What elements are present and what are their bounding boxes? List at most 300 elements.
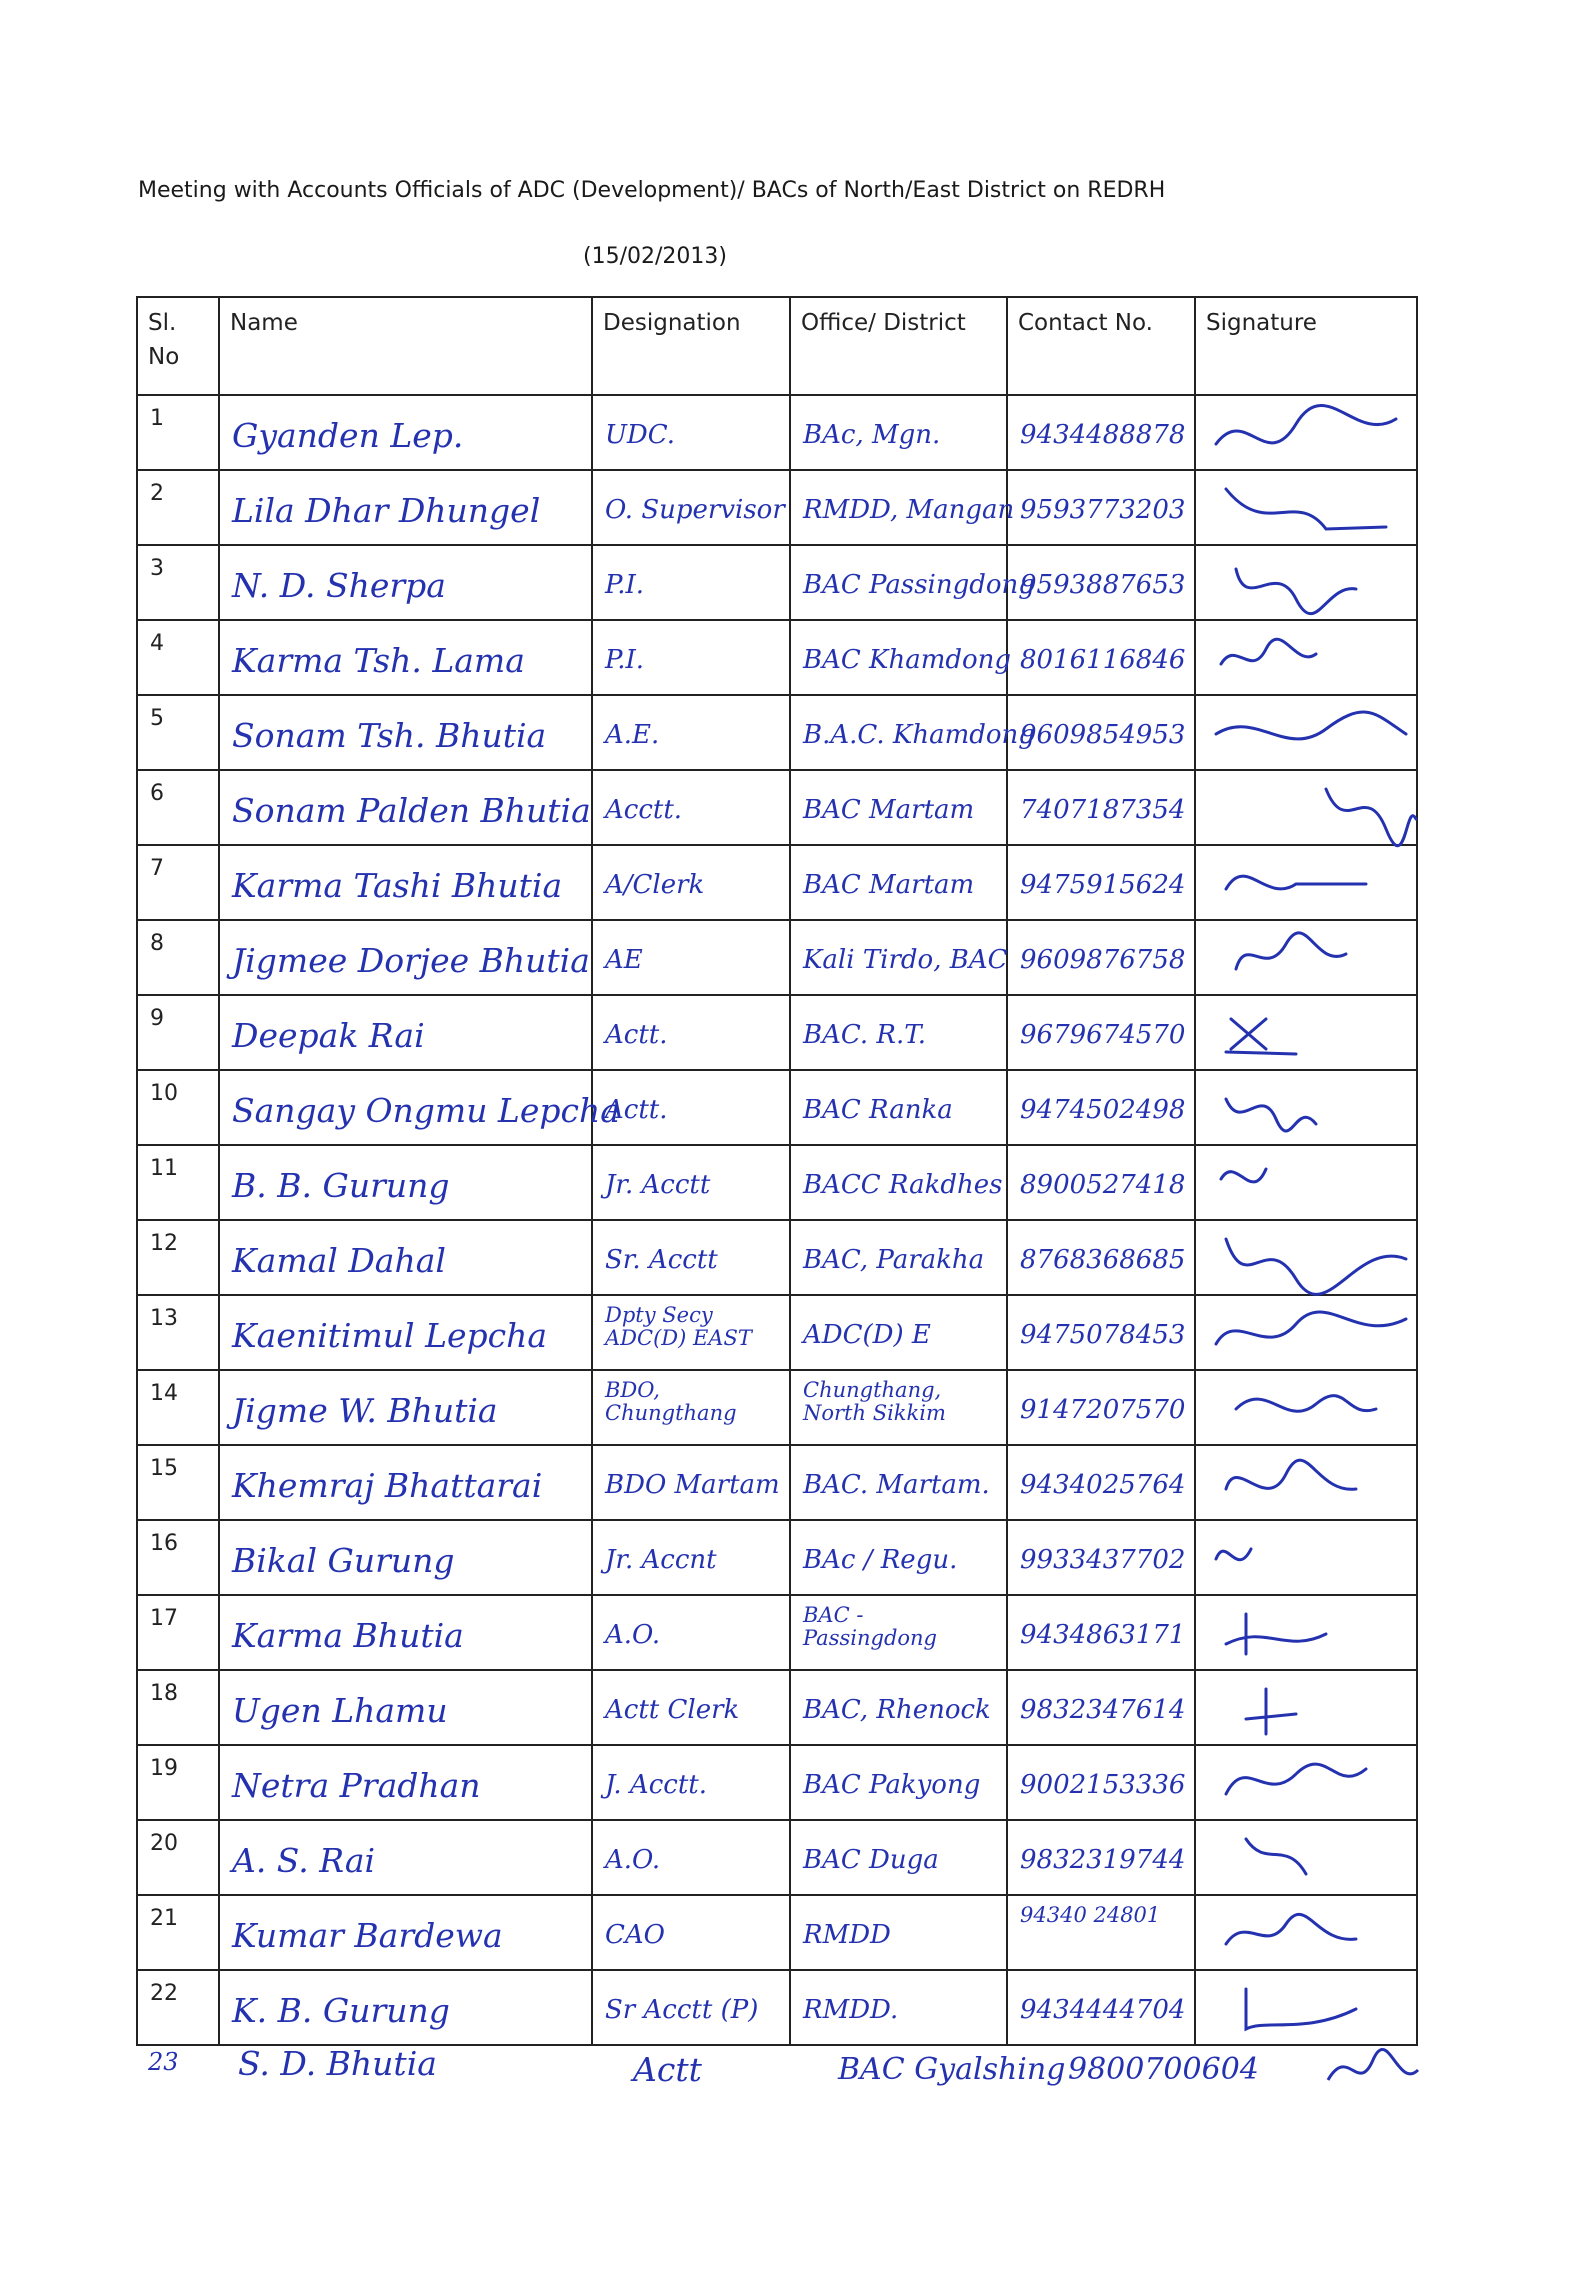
person-name: Jigme W. Bhutia: [232, 1391, 498, 1430]
cell-sl: [137, 1745, 219, 1820]
cell-office: [790, 845, 1007, 920]
table-row: [137, 1070, 1417, 1145]
cell-designation: [592, 395, 790, 470]
cell-contact: [1007, 845, 1195, 920]
cell-name: [219, 1820, 592, 1895]
cell-contact: [1007, 1070, 1195, 1145]
cell-office: [790, 620, 1012, 695]
signature-icon: [1206, 404, 1406, 462]
col-header-signature: Signature: [1195, 297, 1417, 395]
signature: [1196, 996, 1416, 1062]
page-title: Meeting with Accounts Officials of ADC (Development)/ BACs of North/East District on REDRH: [138, 178, 1166, 203]
table-row: [137, 1670, 1417, 1745]
contact-no: 9002153336: [1020, 1770, 1186, 1800]
person-name: Sonam Tsh. Bhutia: [232, 716, 547, 755]
cell-signature: [1195, 1220, 1417, 1295]
cell-signature: [1195, 695, 1417, 770]
signature: [1196, 1746, 1416, 1812]
cell-designation: [592, 1520, 790, 1595]
sl-no: 16: [150, 1531, 178, 1556]
cell-designation: [592, 1895, 790, 1970]
sl-no: 4: [150, 631, 164, 656]
cell-designation: [592, 920, 790, 995]
person-name: Karma Bhutia: [232, 1616, 464, 1655]
designation: Actt.: [605, 1020, 668, 1050]
signature: [1196, 1671, 1416, 1737]
sl-no: 21: [150, 1906, 178, 1931]
signature-icon: [1206, 1604, 1406, 1662]
designation: Dpty Secy ADC(D) EAST: [605, 1303, 752, 1350]
cell-name: [219, 395, 592, 470]
signature-icon: [1206, 854, 1406, 912]
col-header-sl-no: Sl. No: [137, 297, 219, 395]
sl-no: 15: [150, 1456, 178, 1481]
attendance-table: [136, 296, 1418, 2046]
office-district: BAC - Passingdong: [803, 1603, 937, 1650]
cell-contact: [1007, 1445, 1195, 1520]
cell-contact: [1007, 1145, 1195, 1220]
cell-designation: [592, 470, 790, 545]
cell-name: [219, 1370, 592, 1445]
cell-designation: [592, 1445, 790, 1520]
cell-signature: [1195, 1370, 1417, 1445]
cell-signature: [1195, 1970, 1417, 2045]
signature: [1196, 921, 1416, 987]
cell-name: [219, 1745, 592, 1820]
signature: [1196, 1521, 1416, 1587]
signature-icon: [1206, 554, 1406, 612]
designation: AE: [605, 945, 643, 975]
office-district: BAC Martam: [803, 795, 975, 825]
signature-icon: [1206, 1379, 1406, 1437]
sl-no: 10: [150, 1081, 178, 1106]
contact-no: 9593887653: [1020, 570, 1186, 600]
cell-sl: [137, 1145, 219, 1220]
office-district: BAc / Regu.: [803, 1545, 958, 1575]
signature-icon: [1206, 1154, 1406, 1212]
cell-sl: [137, 1295, 219, 1370]
designation: J. Acctt.: [605, 1770, 707, 1800]
office-district: BAC. Martam.: [803, 1470, 990, 1500]
cell-signature: [1195, 620, 1417, 695]
contact-no: 8768368685: [1020, 1245, 1186, 1275]
col-header-name: Name: [219, 297, 592, 395]
cell-designation: [592, 695, 790, 770]
contact-no: 9147207570: [1020, 1395, 1186, 1425]
cell-signature: [1195, 395, 1417, 470]
extra-designation: Actt: [633, 2050, 702, 2089]
cell-designation: [592, 1820, 790, 1895]
table-row: [137, 470, 1417, 545]
signature: [1196, 1071, 1416, 1137]
signature: [1196, 621, 1416, 687]
cell-signature: [1195, 1070, 1417, 1145]
cell-sl: [137, 1895, 219, 1970]
office-district: BAC, Rhenock: [803, 1695, 991, 1725]
table-row: [137, 920, 1417, 995]
contact-no: 9434488878: [1020, 420, 1186, 450]
cell-office: [790, 1670, 1007, 1745]
cell-office: [790, 1220, 1007, 1295]
office-district: RMDD.: [803, 1995, 899, 2025]
contact-no: 9832319744: [1020, 1845, 1186, 1875]
office-district: BAC. R.T.: [803, 1020, 927, 1050]
table-row: [137, 1445, 1417, 1520]
cell-designation: [592, 1970, 790, 2045]
person-name: N. D. Sherpa: [232, 566, 446, 605]
cell-sl: [137, 695, 219, 770]
sl-no: 9: [150, 1006, 164, 1031]
cell-sl: [137, 620, 219, 695]
contact-no: 9593773203: [1020, 495, 1186, 525]
person-name: Karma Tsh. Lama: [232, 641, 525, 680]
cell-signature: [1195, 1745, 1417, 1820]
cell-designation: [592, 620, 790, 695]
contact-no: 9434863171: [1020, 1620, 1186, 1650]
extra-sl: 23: [148, 2048, 179, 2076]
cell-contact: [1007, 1220, 1195, 1295]
cell-designation: [592, 1745, 790, 1820]
office-district: BAC Martam: [803, 870, 975, 900]
cell-contact: [1007, 1820, 1195, 1895]
cell-name: [219, 1895, 592, 1970]
table-row: [137, 1970, 1417, 2045]
cell-name: [219, 620, 592, 695]
cell-name: [219, 1070, 620, 1145]
person-name: Karma Tashi Bhutia: [232, 866, 563, 905]
office-district: BAC Ranka: [803, 1095, 953, 1125]
cell-sl: [137, 1820, 219, 1895]
sl-no: 19: [150, 1756, 178, 1781]
cell-sl: [137, 545, 219, 620]
cell-designation: [592, 995, 790, 1070]
cell-sl: [137, 1970, 219, 2045]
cell-contact: [1007, 395, 1195, 470]
contact-no: 9474502498: [1020, 1095, 1186, 1125]
signature-icon: [1206, 1529, 1406, 1587]
sl-no: 6: [150, 781, 164, 806]
cell-signature: [1195, 1820, 1417, 1895]
cell-contact: [1007, 1295, 1195, 1370]
designation: O. Supervisor: [605, 495, 785, 525]
cell-contact: [1007, 920, 1195, 995]
sl-no: 8: [150, 931, 164, 956]
person-name: Ugen Lhamu: [232, 1691, 448, 1730]
cell-sl: [137, 1070, 219, 1145]
signature-icon: [1206, 629, 1406, 687]
cell-office: [790, 1820, 1007, 1895]
person-name: Deepak Rai: [232, 1016, 425, 1055]
sl-no: 22: [150, 1981, 178, 2006]
designation: UDC.: [605, 420, 675, 450]
person-name: Khemraj Bhattarai: [232, 1466, 543, 1505]
person-name: Kamal Dahal: [232, 1241, 446, 1280]
designation: A.O.: [605, 1845, 661, 1875]
table-row: [137, 695, 1417, 770]
office-district: BAc, Mgn.: [803, 420, 941, 450]
cell-sl: [137, 845, 219, 920]
extra-row: [148, 2040, 1428, 2110]
table-row: [137, 620, 1417, 695]
cell-sl: [137, 1595, 219, 1670]
office-district: RMDD: [803, 1920, 891, 1950]
cell-signature: [1195, 545, 1417, 620]
person-name: Gyanden Lep.: [232, 416, 464, 455]
col-header-office: Office/ District: [790, 297, 1007, 395]
table-row: [137, 1745, 1417, 1820]
cell-office: [790, 1520, 1007, 1595]
cell-designation: [592, 1595, 790, 1670]
cell-sl: [137, 1445, 219, 1520]
signature: [1196, 471, 1416, 537]
cell-sl: [137, 395, 219, 470]
contact-no: 9434025764: [1020, 1470, 1186, 1500]
office-district: BAC Duga: [803, 1845, 939, 1875]
cell-contact: [1007, 1520, 1195, 1595]
signature: [1196, 1971, 1416, 2037]
person-name: Lila Dhar Dhungel: [232, 491, 541, 530]
sl-no: 1: [150, 406, 164, 431]
cell-contact: [1007, 1745, 1195, 1820]
cell-signature: [1195, 1145, 1417, 1220]
signature: [1196, 1146, 1416, 1212]
table-row: [137, 845, 1417, 920]
cell-office: [790, 395, 1007, 470]
cell-sl: [137, 1670, 219, 1745]
designation: P.I.: [605, 570, 645, 600]
designation: Jr. Acctt: [605, 1170, 711, 1200]
contact-no: 9609876758: [1020, 945, 1186, 975]
designation: A.O.: [605, 1620, 661, 1650]
office-district: Chungthang, North Sikkim: [803, 1378, 946, 1425]
signature: [1196, 1596, 1416, 1662]
signature-icon: [1206, 1454, 1406, 1512]
contact-no: 8016116846: [1020, 645, 1186, 675]
signature: [1196, 546, 1416, 612]
designation: P.I.: [605, 645, 645, 675]
person-name: K. B. Gurung: [232, 1991, 450, 2030]
cell-name: [219, 770, 592, 845]
sl-no: 12: [150, 1231, 178, 1256]
sl-no: 18: [150, 1681, 178, 1706]
cell-name: [219, 1220, 592, 1295]
sl-no: 20: [150, 1831, 178, 1856]
person-name: A. S. Rai: [232, 1841, 376, 1880]
cell-name: [219, 545, 592, 620]
cell-signature: [1195, 1295, 1417, 1370]
cell-signature: [1195, 1670, 1417, 1745]
cell-office: [790, 1970, 1007, 2045]
contact-no: 9609854953: [1020, 720, 1186, 750]
cell-signature: [1195, 1520, 1417, 1595]
signature-icon: [1206, 1304, 1406, 1362]
designation: Actt.: [605, 1095, 668, 1125]
contact-no: 94340 24801: [1020, 1903, 1161, 1927]
table-row: [137, 1820, 1417, 1895]
signature: [1196, 1896, 1416, 1962]
designation: A/Clerk: [605, 870, 705, 900]
table-row: [137, 395, 1417, 470]
cell-contact: [1007, 1670, 1195, 1745]
cell-name: [219, 1970, 592, 2045]
cell-name: [219, 1520, 592, 1595]
cell-office: [790, 1595, 1007, 1670]
person-name: Sonam Palden Bhutia: [232, 791, 591, 830]
cell-contact: [1007, 1595, 1195, 1670]
contact-no: 8900527418: [1020, 1170, 1186, 1200]
office-district: B.A.C. Khamdong: [803, 720, 1035, 750]
designation: Acctt.: [605, 795, 683, 825]
table-row: [137, 1295, 1417, 1370]
cell-name: [219, 1595, 592, 1670]
cell-office: [790, 1370, 1007, 1445]
cell-contact: [1007, 995, 1195, 1070]
sl-no: 11: [150, 1156, 178, 1181]
signature: [1196, 1371, 1416, 1437]
cell-sl: [137, 1520, 219, 1595]
person-name: Jigmee Dorjee Bhutia: [232, 941, 590, 980]
designation: BDO, Chungthang: [605, 1378, 737, 1425]
sl-no: 3: [150, 556, 164, 581]
cell-contact: [1007, 620, 1195, 695]
table-row: [137, 1895, 1417, 1970]
cell-signature: [1195, 770, 1417, 845]
table-row: [137, 545, 1417, 620]
meeting-date: (15/02/2013): [583, 244, 727, 269]
cell-signature: [1195, 470, 1417, 545]
sl-no: 14: [150, 1381, 178, 1406]
contact-no: 9434444704: [1020, 1995, 1186, 2025]
cell-office: [790, 770, 1007, 845]
cell-name: [219, 995, 592, 1070]
designation: A.E.: [605, 720, 660, 750]
signature: [1196, 396, 1416, 462]
cell-office: [790, 545, 1035, 620]
person-name: Kumar Bardewa: [232, 1916, 503, 1955]
sl-no: 7: [150, 856, 164, 881]
cell-sl: [137, 920, 219, 995]
person-name: Bikal Gurung: [232, 1541, 455, 1580]
cell-office: [790, 1295, 1007, 1370]
col-header-designation: Designation: [592, 297, 790, 395]
cell-office: [790, 1895, 1007, 1970]
table-row: [137, 995, 1417, 1070]
signature-icon: [1206, 779, 1406, 837]
designation: Jr. Accnt: [605, 1545, 717, 1575]
office-district: BAC Khamdong: [803, 645, 1012, 675]
signature-icon: [1318, 2040, 1428, 2100]
designation: BDO Martam: [605, 1470, 780, 1500]
cell-designation: [592, 845, 790, 920]
cell-signature: [1195, 920, 1417, 995]
contact-no: 9475915624: [1020, 870, 1186, 900]
cell-signature: [1195, 1595, 1417, 1670]
signature-icon: [1206, 704, 1406, 762]
signature: [1196, 771, 1416, 837]
cell-office: [790, 695, 1035, 770]
signature-icon: [1206, 1229, 1406, 1287]
table-row: [137, 770, 1417, 845]
extra-contact: 9800700604: [1068, 2052, 1259, 2087]
cell-signature: [1195, 1895, 1417, 1970]
signature-icon: [1206, 1904, 1406, 1962]
designation: Actt Clerk: [605, 1695, 740, 1725]
cell-office: [790, 470, 1015, 545]
signature-icon: [1206, 1754, 1406, 1812]
cell-contact: [1007, 545, 1195, 620]
cell-sl: [137, 995, 219, 1070]
person-name: Sangay Ongmu Lepcha: [232, 1091, 620, 1130]
person-name: B. B. Gurung: [232, 1166, 450, 1205]
table-row: [137, 1220, 1417, 1295]
signature: [1196, 1221, 1416, 1287]
signature-icon: [1206, 479, 1406, 537]
signature: [1196, 846, 1416, 912]
signature-icon: [1206, 929, 1406, 987]
cell-name: [219, 1670, 592, 1745]
table-row: [137, 1520, 1417, 1595]
signature-icon: [1206, 1979, 1406, 2037]
signature: [1196, 696, 1416, 762]
designation: CAO: [605, 1920, 665, 1950]
office-district: BAC, Parakha: [803, 1245, 985, 1275]
cell-office: [790, 1070, 1007, 1145]
sl-no: 2: [150, 481, 164, 506]
office-district: Kali Tirdo, BAC: [803, 945, 1008, 975]
cell-designation: [592, 1220, 790, 1295]
signature: [1196, 1821, 1416, 1887]
contact-no: 9679674570: [1020, 1020, 1186, 1050]
person-name: Kaenitimul Lepcha: [232, 1316, 548, 1355]
cell-name: [219, 845, 592, 920]
col-header-contact: Contact No.: [1007, 297, 1195, 395]
cell-contact: [1007, 770, 1195, 845]
cell-office: [790, 1445, 1007, 1520]
extra-office: BAC Gyalshing: [838, 2052, 1066, 2087]
sl-no: 17: [150, 1606, 178, 1631]
sl-no: 13: [150, 1306, 178, 1331]
cell-contact: [1007, 1370, 1195, 1445]
cell-sl: [137, 1220, 219, 1295]
signature-icon: [1206, 1004, 1406, 1062]
signature: [1196, 1446, 1416, 1512]
cell-office: [790, 995, 1007, 1070]
office-district: BAC Passingdong: [803, 570, 1035, 600]
person-name: Netra Pradhan: [232, 1766, 481, 1805]
cell-sl: [137, 770, 219, 845]
cell-designation: [592, 1295, 790, 1370]
table-row: [137, 1145, 1417, 1220]
cell-designation: [592, 545, 790, 620]
signature-icon: [1206, 1829, 1406, 1887]
cell-office: [790, 1745, 1007, 1820]
cell-name: [219, 470, 592, 545]
cell-signature: [1195, 845, 1417, 920]
contact-no: 9832347614: [1020, 1695, 1186, 1725]
cell-name: [219, 695, 592, 770]
cell-contact: [1007, 695, 1195, 770]
cell-contact: [1007, 1895, 1195, 1970]
cell-contact: [1007, 1970, 1195, 2045]
cell-designation: [592, 1370, 790, 1445]
cell-name: [219, 1445, 592, 1520]
designation: Sr Acctt (P): [605, 1995, 759, 2025]
sl-no: 5: [150, 706, 164, 731]
office-district: BACC Rakdhes: [803, 1170, 1003, 1200]
cell-name: [219, 1145, 592, 1220]
designation: Sr. Acctt: [605, 1245, 718, 1275]
contact-no: 9475078453: [1020, 1320, 1186, 1350]
